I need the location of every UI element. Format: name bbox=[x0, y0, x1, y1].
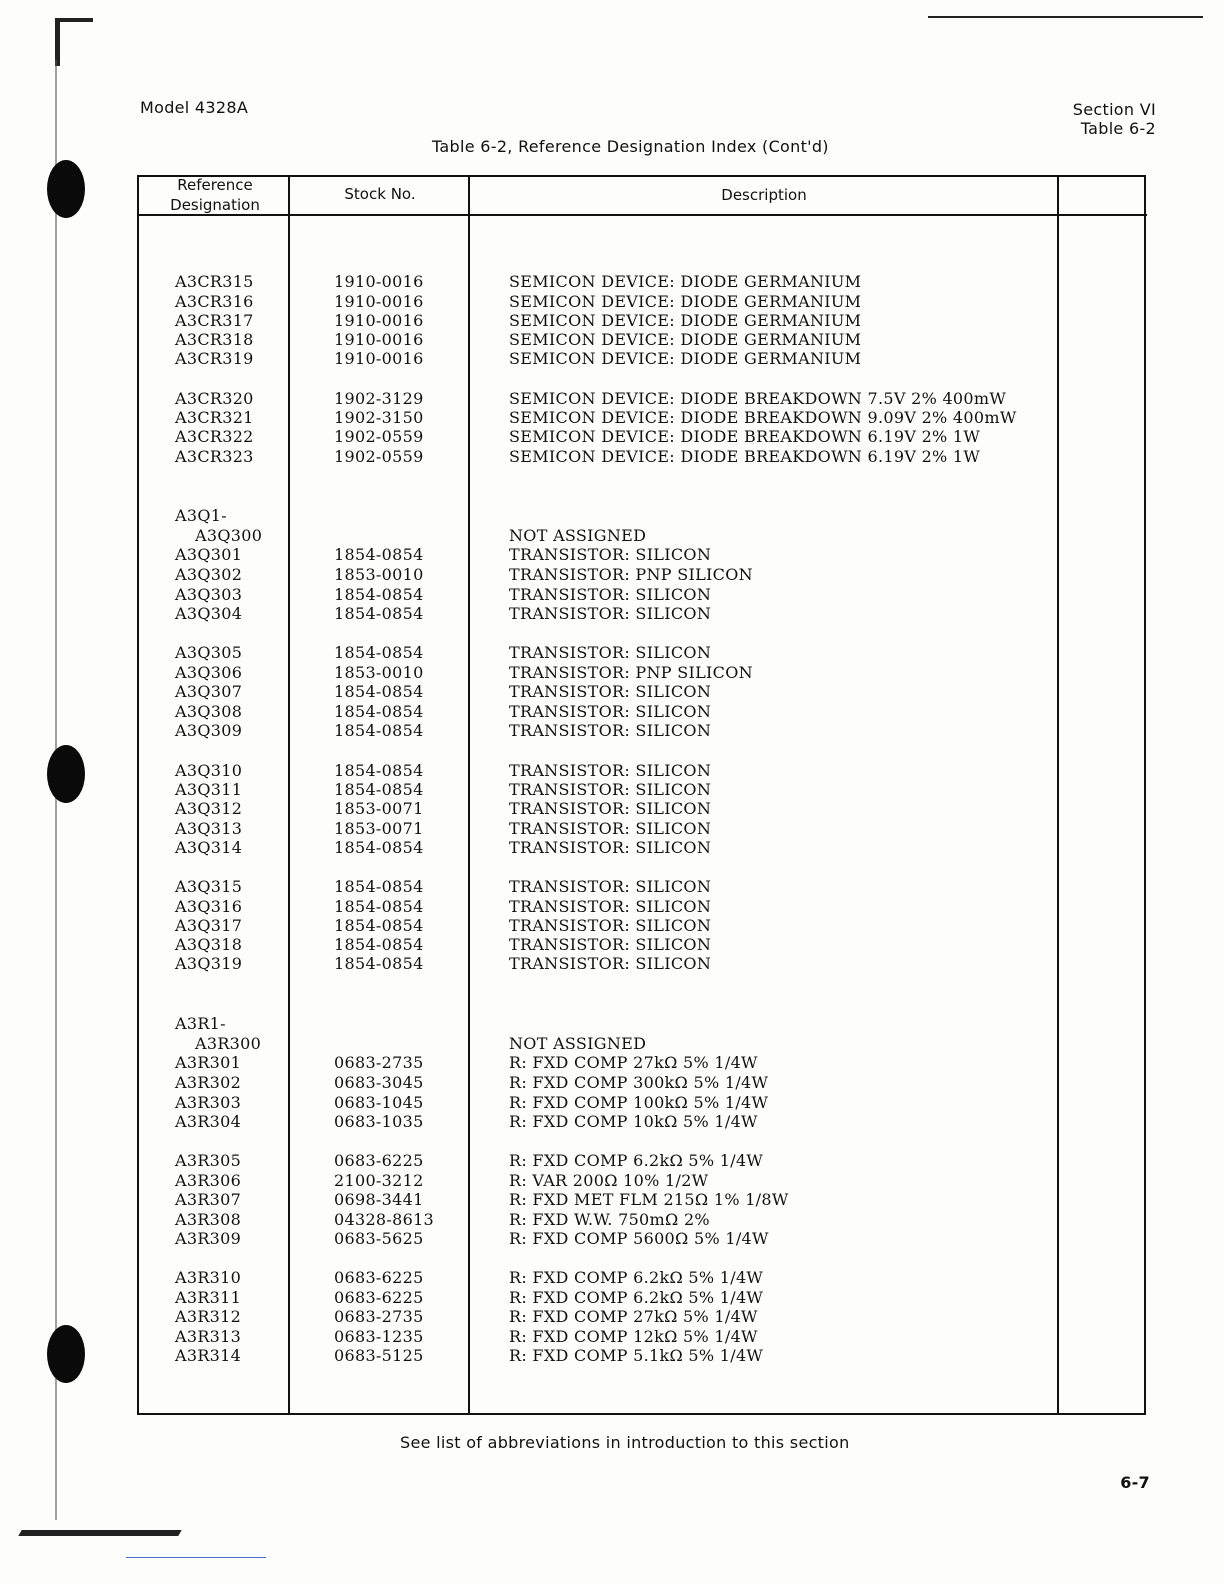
cell-stock: 1902-3150 bbox=[334, 408, 424, 427]
cell-desc: SEMICON DEVICE: DIODE GERMANIUM bbox=[509, 292, 862, 311]
cell-ref: A3CR319 bbox=[175, 349, 254, 368]
cell-stock: 1854-0854 bbox=[334, 702, 424, 721]
cell-desc: R: FXD COMP 6.2kΩ 5% 1/4W bbox=[509, 1288, 764, 1307]
table-reference: Table 6-2 bbox=[1080, 119, 1156, 138]
cell-stock: 1902-3129 bbox=[334, 389, 424, 408]
cell-desc: TRANSISTOR: SILICON bbox=[509, 702, 712, 721]
cell-desc: TRANSISTOR: SILICON bbox=[509, 799, 712, 818]
cell-ref: A3Q310 bbox=[175, 761, 243, 780]
cell-stock: 1902-0559 bbox=[334, 447, 424, 466]
cell-stock: 1854-0854 bbox=[334, 682, 424, 701]
cell-stock: 1854-0854 bbox=[334, 604, 424, 623]
top-rule bbox=[928, 16, 1203, 18]
cell-stock: 1910-0016 bbox=[334, 349, 424, 368]
cell-desc: TRANSISTOR: SILICON bbox=[509, 545, 712, 564]
cell-desc: SEMICON DEVICE: DIODE GERMANIUM bbox=[509, 311, 862, 330]
cell-ref: A3R302 bbox=[175, 1073, 242, 1092]
cell-ref: A3R301 bbox=[175, 1053, 242, 1072]
cell-desc: TRANSISTOR: SILICON bbox=[509, 682, 712, 701]
footer-note: See list of abbreviations in introduction to this section bbox=[400, 1433, 850, 1452]
cell-ref: A3Q319 bbox=[175, 954, 243, 973]
cell-stock: 1853-0071 bbox=[334, 799, 424, 818]
cell-desc: TRANSISTOR: SILICON bbox=[509, 916, 712, 935]
cell-stock: 0683-1035 bbox=[334, 1112, 424, 1131]
cell-desc: TRANSISTOR: SILICON bbox=[509, 761, 712, 780]
cell-ref: A3R300 bbox=[195, 1034, 262, 1053]
cell-stock: 0683-1235 bbox=[334, 1327, 424, 1346]
cell-ref: A3CR316 bbox=[175, 292, 254, 311]
cell-desc: R: FXD COMP 10kΩ 5% 1/4W bbox=[509, 1112, 758, 1131]
cell-desc: TRANSISTOR: PNP SILICON bbox=[509, 565, 753, 584]
cell-stock: 1854-0854 bbox=[334, 761, 424, 780]
cell-ref: A3Q318 bbox=[175, 935, 243, 954]
cell-ref: A3R303 bbox=[175, 1093, 242, 1112]
cell-stock: 1910-0016 bbox=[334, 330, 424, 349]
cell-desc: R: FXD W.W. 750mΩ 2% bbox=[509, 1210, 710, 1229]
cell-desc: R: VAR 200Ω 10% 1/2W bbox=[509, 1171, 709, 1190]
cell-ref: A3Q311 bbox=[175, 780, 243, 799]
binder-hole bbox=[47, 160, 85, 218]
cell-stock: 1853-0010 bbox=[334, 565, 424, 584]
cell-stock: 0683-6225 bbox=[334, 1151, 424, 1170]
cell-stock: 1902-0559 bbox=[334, 427, 424, 446]
cell-ref: A3Q306 bbox=[175, 663, 243, 682]
cell-desc: SEMICON DEVICE: DIODE BREAKDOWN 6.19V 2% 1W bbox=[509, 427, 981, 446]
cell-ref: A3Q302 bbox=[175, 565, 243, 584]
cell-stock: 1854-0854 bbox=[334, 780, 424, 799]
cell-desc: TRANSISTOR: PNP SILICON bbox=[509, 663, 753, 682]
cell-stock: 1854-0854 bbox=[334, 877, 424, 896]
cell-stock: 2100-3212 bbox=[334, 1171, 424, 1190]
cell-ref: A3CR322 bbox=[175, 427, 254, 446]
cell-ref: A3R306 bbox=[175, 1171, 242, 1190]
cell-stock: 0698-3441 bbox=[334, 1190, 424, 1209]
cell-stock: 1854-0854 bbox=[334, 838, 424, 857]
column-divider bbox=[288, 175, 290, 1415]
cell-desc: TRANSISTOR: SILICON bbox=[509, 935, 712, 954]
cell-ref: A3R305 bbox=[175, 1151, 242, 1170]
cell-ref: A3R307 bbox=[175, 1190, 242, 1209]
cell-ref: A3Q315 bbox=[175, 877, 243, 896]
cell-stock: 1854-0854 bbox=[334, 545, 424, 564]
cell-stock: 1853-0071 bbox=[334, 819, 424, 838]
cell-ref: A3R314 bbox=[175, 1346, 242, 1365]
cell-ref: A3R311 bbox=[175, 1288, 242, 1307]
cell-desc: R: FXD COMP 27kΩ 5% 1/4W bbox=[509, 1307, 758, 1326]
cell-ref: A3CR320 bbox=[175, 389, 254, 408]
cell-ref: A3Q1- bbox=[175, 506, 227, 525]
cell-ref: A3CR323 bbox=[175, 447, 254, 466]
column-divider bbox=[468, 175, 470, 1415]
cell-stock: 0683-3045 bbox=[334, 1073, 424, 1092]
cell-desc: R: FXD MET FLM 215Ω 1% 1/8W bbox=[509, 1190, 789, 1209]
cell-ref: A3CR315 bbox=[175, 272, 254, 291]
cell-desc: SEMICON DEVICE: DIODE BREAKDOWN 7.5V 2% 400mW bbox=[509, 389, 1007, 408]
cell-desc: SEMICON DEVICE: DIODE BREAKDOWN 9.09V 2% 400mW bbox=[509, 408, 1017, 427]
binder-corner-mark bbox=[55, 18, 60, 66]
cell-desc: NOT ASSIGNED bbox=[509, 526, 647, 545]
cell-ref: A3Q316 bbox=[175, 897, 243, 916]
cell-desc: R: FXD COMP 12kΩ 5% 1/4W bbox=[509, 1327, 758, 1346]
column-header-stock: Stock No. bbox=[344, 185, 416, 203]
cell-stock: 1910-0016 bbox=[334, 272, 424, 291]
cell-ref: A3Q312 bbox=[175, 799, 243, 818]
cell-ref: A3Q300 bbox=[195, 526, 263, 545]
table-caption: Table 6-2, Reference Designation Index (Cont'd) bbox=[432, 137, 829, 156]
cell-stock: 1853-0010 bbox=[334, 663, 424, 682]
cell-ref: A3Q301 bbox=[175, 545, 243, 564]
cell-desc: TRANSISTOR: SILICON bbox=[509, 897, 712, 916]
column-header-description: Description bbox=[721, 186, 807, 204]
cell-desc: TRANSISTOR: SILICON bbox=[509, 585, 712, 604]
cell-desc: R: FXD COMP 5600Ω 5% 1/4W bbox=[509, 1229, 769, 1248]
cell-stock: 1854-0854 bbox=[334, 935, 424, 954]
cell-stock: 1854-0854 bbox=[334, 643, 424, 662]
cell-stock: 04328-8613 bbox=[334, 1210, 435, 1229]
column-header-reference bbox=[140, 175, 290, 215]
cell-ref: A3Q309 bbox=[175, 721, 243, 740]
cell-stock: 0683-6225 bbox=[334, 1288, 424, 1307]
cell-stock: 0683-5125 bbox=[334, 1346, 424, 1365]
cell-desc: R: FXD COMP 6.2kΩ 5% 1/4W bbox=[509, 1268, 764, 1287]
cell-ref: A3Q313 bbox=[175, 819, 243, 838]
cell-stock: 0683-2735 bbox=[334, 1053, 424, 1072]
cell-desc: TRANSISTOR: SILICON bbox=[509, 643, 712, 662]
cell-desc: SEMICON DEVICE: DIODE GERMANIUM bbox=[509, 330, 862, 349]
page-number: 6-7 bbox=[1120, 1473, 1150, 1492]
cell-desc: SEMICON DEVICE: DIODE GERMANIUM bbox=[509, 272, 862, 291]
cell-ref: A3R308 bbox=[175, 1210, 242, 1229]
cell-stock: 1854-0854 bbox=[334, 954, 424, 973]
cell-ref: A3Q307 bbox=[175, 682, 243, 701]
cell-ref: A3CR318 bbox=[175, 330, 254, 349]
cell-ref: A3CR317 bbox=[175, 311, 254, 330]
cell-stock: 1910-0016 bbox=[334, 292, 424, 311]
binder-hole bbox=[47, 1325, 85, 1383]
cell-desc: R: FXD COMP 27kΩ 5% 1/4W bbox=[509, 1053, 758, 1072]
cell-ref: A3R313 bbox=[175, 1327, 242, 1346]
cell-ref: A3CR321 bbox=[175, 408, 254, 427]
cell-desc: R: FXD COMP 5.1kΩ 5% 1/4W bbox=[509, 1346, 764, 1365]
cell-ref: A3Q305 bbox=[175, 643, 243, 662]
cell-desc: R: FXD COMP 300kΩ 5% 1/4W bbox=[509, 1073, 769, 1092]
cell-ref: A3R310 bbox=[175, 1268, 242, 1287]
cell-desc: TRANSISTOR: SILICON bbox=[509, 877, 712, 896]
cell-ref: A3Q314 bbox=[175, 838, 243, 857]
cell-desc: TRANSISTOR: SILICON bbox=[509, 819, 712, 838]
cell-ref: A3R304 bbox=[175, 1112, 242, 1131]
cell-stock: 0683-1045 bbox=[334, 1093, 424, 1112]
cell-stock: 1854-0854 bbox=[334, 916, 424, 935]
cell-desc: SEMICON DEVICE: DIODE BREAKDOWN 6.19V 2% 1W bbox=[509, 447, 981, 466]
model-label: Model 4328A bbox=[140, 98, 249, 117]
cell-desc: TRANSISTOR: SILICON bbox=[509, 954, 712, 973]
cell-stock: 0683-6225 bbox=[334, 1268, 424, 1287]
cell-desc: TRANSISTOR: SILICON bbox=[509, 838, 712, 857]
bottom-rule bbox=[126, 1557, 266, 1558]
cell-stock: 1854-0854 bbox=[334, 585, 424, 604]
cell-stock: 0683-5625 bbox=[334, 1229, 424, 1248]
cell-stock: 0683-2735 bbox=[334, 1307, 424, 1326]
column-divider bbox=[1057, 175, 1059, 1415]
cell-desc: NOT ASSIGNED bbox=[509, 1034, 647, 1053]
cell-desc: TRANSISTOR: SILICON bbox=[509, 780, 712, 799]
binder-hole bbox=[47, 745, 85, 803]
cell-desc: TRANSISTOR: SILICON bbox=[509, 604, 712, 623]
column-header-reference-line1: Reference bbox=[177, 176, 253, 194]
cell-ref: A3Q317 bbox=[175, 916, 243, 935]
cell-desc: R: FXD COMP 100kΩ 5% 1/4W bbox=[509, 1093, 769, 1112]
cell-ref: A3R1- bbox=[175, 1014, 226, 1033]
cell-ref: A3R312 bbox=[175, 1307, 242, 1326]
cell-desc: R: FXD COMP 6.2kΩ 5% 1/4W bbox=[509, 1151, 764, 1170]
cell-desc: SEMICON DEVICE: DIODE GERMANIUM bbox=[509, 349, 862, 368]
cell-desc: TRANSISTOR: SILICON bbox=[509, 721, 712, 740]
cell-ref: A3Q303 bbox=[175, 585, 243, 604]
cell-ref: A3Q308 bbox=[175, 702, 243, 721]
binder-foot-mark bbox=[18, 1530, 181, 1536]
section-label: Section VI bbox=[1072, 100, 1156, 119]
cell-stock: 1910-0016 bbox=[334, 311, 424, 330]
cell-ref: A3R309 bbox=[175, 1229, 242, 1248]
cell-ref: A3Q304 bbox=[175, 604, 243, 623]
cell-stock: 1854-0854 bbox=[334, 721, 424, 740]
cell-stock: 1854-0854 bbox=[334, 897, 424, 916]
column-header-reference-line2: Designation bbox=[170, 196, 260, 214]
binder-corner-mark bbox=[55, 18, 93, 22]
